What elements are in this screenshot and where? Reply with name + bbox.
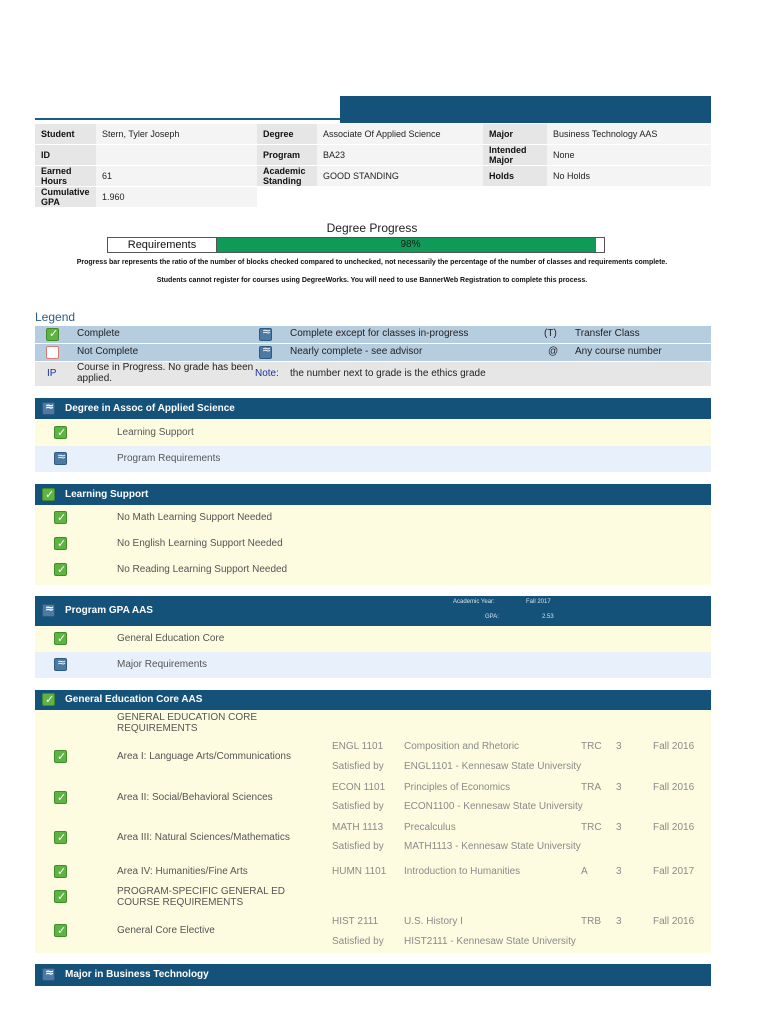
requirement-row[interactable] (35, 446, 711, 472)
legend-any-text: Any course number (575, 346, 662, 357)
tilde-icon (259, 328, 272, 341)
not-complete-box-icon (46, 346, 59, 359)
student-value: Stern, Tyler Joseph (96, 124, 257, 144)
course-credits: 3 (616, 916, 622, 927)
tilde-icon (259, 346, 272, 359)
requirement-name: No Math Learning Support Needed (117, 512, 273, 523)
academic-standing-label: Academic Standing (257, 166, 317, 186)
course-credits: 3 (616, 866, 622, 877)
requirement-name: General Core Elective (117, 925, 215, 936)
satisfied-by-course: ENGL1101 - Kennesaw State University (404, 761, 582, 772)
checkmark-complete-icon (54, 791, 67, 804)
satisfied-by-label: Satisfied by (332, 801, 384, 812)
holds-value: No Holds (547, 166, 711, 186)
legend-ip-symbol: IP (47, 368, 57, 379)
requirement-name: PROGRAM-SPECIFIC GENERAL ED COURSE REQUIREMENTS (117, 886, 285, 908)
legend-transfer-text: Transfer Class (575, 328, 640, 339)
requirement-row[interactable] (35, 626, 711, 652)
checkmark-complete-icon (54, 632, 67, 645)
block-header-program-gpa[interactable] (35, 596, 711, 626)
block-title: Degree in Assoc of Applied Science (65, 403, 235, 414)
course-number[interactable]: HUMN 1101 (332, 866, 387, 877)
course-grade: TRC (581, 741, 602, 752)
satisfied-by-label: Satisfied by (332, 841, 384, 852)
block-header-learning-support[interactable] (35, 484, 711, 505)
legend-note-label: Note: (255, 368, 279, 379)
requirement-name: Area II: Social/Behavioral Sciences (117, 792, 273, 803)
legend-nearly-complete: Nearly complete - see advisor (290, 346, 423, 357)
academic-year-label: Academic Year: (453, 599, 495, 605)
tilde-icon (54, 452, 67, 465)
course-number[interactable]: HIST 2111 (332, 916, 379, 927)
requirement-name: Area I: Language Arts/Communications (117, 751, 291, 762)
course-title: Introduction to Humanities (404, 866, 521, 877)
major-value: Business Technology AAS (547, 124, 711, 144)
header-spacer (35, 96, 340, 120)
requirement-name: Area III: Natural Sciences/Mathematics (117, 832, 290, 843)
legend-any-symbol: @ (548, 346, 559, 357)
course-title: Precalculus (404, 822, 456, 833)
course-term: Fall 2016 (653, 822, 695, 833)
registration-note: Students cannot register for courses using DegreeWorks. You will need to use BannerWeb Registration to complete this process. (156, 277, 588, 284)
tilde-icon (42, 604, 55, 617)
checkmark-complete-icon (54, 426, 67, 439)
checkmark-complete-icon (54, 865, 67, 878)
gen-ed-rows (35, 710, 711, 953)
checkmark-complete-icon (54, 750, 67, 763)
progress-label: Requirements (108, 238, 217, 252)
legend (35, 326, 711, 386)
course-term: Fall 2017 (653, 866, 695, 877)
course-title: Principles of Economics (404, 782, 511, 793)
course-credits: 3 (616, 782, 622, 793)
block-title: Program GPA AAS (65, 605, 153, 616)
requirement-name: No Reading Learning Support Needed (117, 564, 288, 575)
checkmark-complete-icon (54, 924, 67, 937)
course-number[interactable]: MATH 1113 (332, 822, 384, 833)
requirement-name: General Education Core (117, 633, 225, 644)
gpa-label: GPA: (485, 614, 499, 620)
course-title: Composition and Rhetoric (404, 741, 520, 752)
program-value: BA23 (317, 145, 483, 165)
intended-major-label: Intended Major (483, 145, 547, 165)
degree-label: Degree (257, 124, 317, 144)
checkmark-complete-icon (42, 693, 55, 706)
legend-ip-text: Course in Progress. No grade has been applied. (77, 362, 254, 384)
course-grade: TRC (581, 822, 602, 833)
legend-not-complete: Not Complete (77, 346, 139, 357)
id-label: ID (35, 145, 96, 165)
tilde-icon (42, 968, 55, 981)
legend-complete: Complete (77, 328, 120, 339)
course-grade: TRA (581, 782, 601, 793)
course-number[interactable]: ECON 1101 (332, 782, 386, 793)
block-title: Major in Business Technology (65, 969, 209, 980)
academic-year-value: Fall 2017 (526, 599, 551, 605)
header-bar (340, 96, 711, 123)
requirement-row[interactable] (35, 652, 711, 678)
block-header-degree[interactable] (35, 398, 711, 419)
requirement-name: Learning Support (117, 427, 194, 438)
tilde-icon (42, 402, 55, 415)
course-term: Fall 2016 (653, 916, 695, 927)
requirement-name: Major Requirements (117, 659, 208, 670)
checkmark-complete-icon (46, 328, 59, 341)
checkmark-complete-icon (42, 488, 55, 501)
checkmark-complete-icon (54, 831, 67, 844)
course-credits: 3 (616, 822, 622, 833)
satisfied-by-course: MATH1113 - Kennesaw State University (404, 841, 581, 852)
requirement-name: No English Learning Support Needed (117, 538, 283, 549)
gen-ed-header-row: GENERAL EDUCATION CORE REQUIREMENTS (117, 712, 258, 734)
legend-note-text: the number next to grade is the ethics grade (290, 368, 486, 379)
course-title: U.S. History I (404, 916, 463, 927)
course-number[interactable]: ENGL 1101 (332, 741, 384, 752)
requirement-name: Area IV: Humanities/Fine Arts (117, 866, 248, 877)
requirement-row[interactable] (35, 420, 711, 446)
legend-transfer-symbol: (T) (544, 328, 557, 339)
progress-percent: 98% (400, 239, 421, 250)
student-info-table (35, 123, 711, 208)
checkmark-complete-icon (54, 511, 67, 524)
satisfied-by-course: HIST2111 - Kennesaw State University (404, 936, 576, 947)
block-title: Learning Support (65, 489, 149, 500)
holds-label: Holds (483, 166, 547, 186)
course-term: Fall 2016 (653, 782, 695, 793)
degree-progress-title: Degree Progress (326, 221, 418, 235)
student-label: Student (35, 124, 96, 144)
satisfied-by-label: Satisfied by (332, 936, 384, 947)
program-label: Program (257, 145, 317, 165)
tilde-icon (54, 658, 67, 671)
progress-bar (107, 237, 605, 253)
block-header-major[interactable] (35, 964, 711, 986)
checkmark-complete-icon (54, 890, 67, 903)
satisfied-by-label: Satisfied by (332, 761, 384, 772)
earned-hours-value: 61 (96, 166, 257, 186)
checkmark-complete-icon (54, 563, 67, 576)
gpa-value: 2.53 (542, 614, 554, 620)
checkmark-complete-icon (54, 537, 67, 550)
cumulative-gpa-label: Cumulative GPA (35, 187, 96, 207)
academic-standing-value: GOOD STANDING (317, 166, 483, 186)
course-credits: 3 (616, 741, 622, 752)
satisfied-by-course: ECON1100 - Kennesaw State University (404, 801, 583, 812)
course-grade: TRB (581, 916, 601, 927)
intended-major-value: None (547, 145, 711, 165)
major-label: Major (483, 124, 547, 144)
legend-title: Legend (35, 310, 76, 324)
course-grade: A (581, 866, 588, 877)
block-header-gen-ed[interactable] (35, 690, 711, 710)
requirement-name: Program Requirements (117, 453, 221, 464)
earned-hours-label: Earned Hours (35, 166, 96, 186)
degree-value: Associate Of Applied Science (317, 124, 483, 144)
cumulative-gpa-value: 1.960 (96, 187, 257, 207)
course-term: Fall 2016 (653, 741, 695, 752)
progress-note: Progress bar represents the ratio of the number of blocks checked compared to unchecked, not necessarily the percentage of the number of classes and requirements complete. (76, 259, 668, 266)
legend-complete-except: Complete except for classes in-progress (290, 328, 469, 339)
id-value (96, 145, 257, 165)
block-title: General Education Core AAS (65, 694, 203, 705)
